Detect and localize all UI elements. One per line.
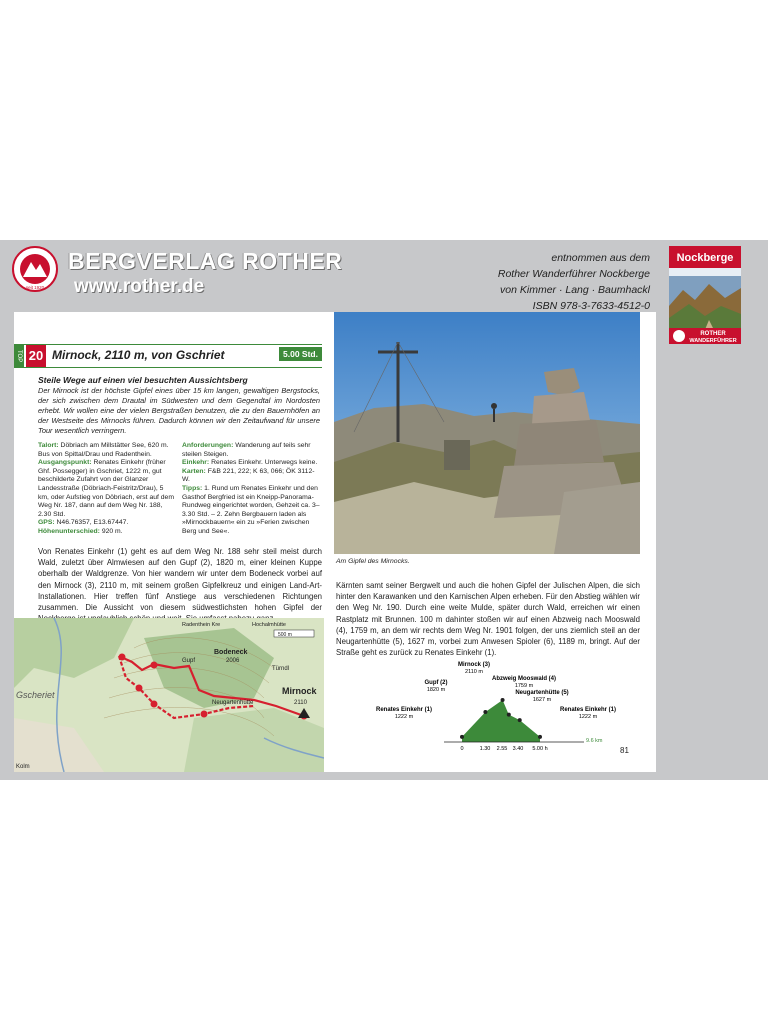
summit-photo — [334, 312, 640, 554]
map-label-gscheriet: Gscheriet — [16, 690, 55, 700]
profile-label-start: Renates Einkehr (1) — [375, 707, 433, 713]
cover-series: WANDERFÜHRER — [689, 338, 737, 344]
cover-title: Nockberge — [676, 252, 734, 264]
map-label-tuerndl: Türndl — [272, 666, 290, 672]
profile-time: 2.55 — [496, 746, 508, 752]
profile-label-mooswald: Abzweig Mooswald (4) — [491, 676, 557, 682]
source-line: ISBN 978-3-7633-4512-0 — [532, 300, 650, 312]
source-line: Rother Wanderführer Nockberge — [497, 268, 650, 280]
profile-point — [483, 710, 487, 714]
brand-url[interactable]: www.rother.de — [74, 276, 205, 297]
info-item: Ausgangspunkt: Renates Einkehr (früher Ghf. Possegger) in Gschriet, 1222 m, gut beschilderte Zufahrt von der Glanzer Landesstraße (Döbriach-Feistritz/Drau), 5 km, oder Aufstieg von Döbriach, erst auf dem Weg Nr. 187, dann auf dem Weg Nr. 188, 2.30 Std. — [38, 459, 175, 518]
info-column-left — [38, 442, 176, 537]
profile-time: 0 — [460, 746, 464, 752]
profile-distance: 9.6 km — [586, 738, 603, 744]
map-label-hochalm: Hochalmhütte — [252, 622, 286, 628]
body-text-left: Von Renates Einkehr (1) geht es auf dem Weg Nr. 188 sehr steil meist durch Wald, zuletzt über Almwiesen auf den Gupf (2), 1820 m, einer kleinen Kuppe oberhalb der Waldgrenze. Von hier wandern wir unter dem Bodeneck vorbei auf den Mirnock (3), 2110 m, mit seinem großen Gipfelkreuz und einigen Land-Art-Installationen. Hier treffen fünf Anstiege aus verschiedenen Richtungen zusammen. Die Aussicht von diesem südwestlichsten hohen Gipfel der — [38, 547, 322, 613]
tour-subtitle: Steile Wege auf einen viel besuchten Aussichtsberg — [38, 375, 248, 385]
profile-alt-end: 1222 m — [578, 714, 598, 720]
map-label-gupf: Gupf — [182, 658, 196, 664]
cover-art — [669, 246, 741, 344]
tour-number: 20 — [26, 345, 46, 367]
profile-label-mirnock: Mirnock (3) — [457, 662, 491, 668]
profile-point — [501, 698, 505, 702]
profile-time: 1.30 — [479, 746, 491, 752]
map-label-bodeneck: Bodeneck — [214, 649, 248, 656]
page-number: 81 — [620, 746, 629, 755]
map-label-mirnock: Mirnock — [282, 686, 317, 696]
info-item: GPS: N46.76357, E13.67447. — [38, 519, 129, 527]
badge-year: seit 1920 — [25, 285, 45, 290]
map-label-kolm: Kolm — [16, 764, 30, 770]
map-scale-label: 500 m — [278, 632, 292, 638]
profile-alt-neugartenhuette: 1627 m — [532, 697, 552, 703]
photo-caption: Am Gipfel des Mirnocks. — [336, 558, 410, 565]
brand-name: BERGVERLAG ROTHER — [68, 248, 343, 274]
profile-alt-gupf: 1820 m — [426, 687, 446, 693]
elevation-profile — [374, 660, 624, 772]
info-item: Karten: F&B 221, 222; K 63, 066; ÖK 3112-W. — [182, 467, 315, 484]
info-item: Talort: Döbriach am Millstätter See, 620 m. Bus von Spittal/Drau und Radenthein. — [38, 442, 169, 458]
body-text-right: Kärnten samt seiner Bergwelt und auch die hohen Gipfel der Julischen Alpen, die sich hinter den Karawanken und den Karnischen Alpen erheben. Für den Abstieg wählen wir den Weg Nr. 190. Durch eine weite Mulde, später durch Wald, erreichen wir einen Rastplatz mit Brunnen. 100 m dahinter stoßen wir auf einen Abzweig nach Mooswald (4), 1759 m, an dem wir rechts dem Weg Nr. 1901 folgen, der uns ziemlich steil an der Neugartenhütte (5), 1627 m, vorbei zum Anwesen Spioler (6), 1189 m, bringt. Auf der Straße geht es zurück zu Renates Einkehr (1). — [336, 581, 640, 658]
source-note — [498, 250, 650, 314]
profile-time: 5.00 h — [532, 746, 548, 752]
rother-logo-icon — [12, 246, 58, 292]
profile-point — [507, 713, 511, 717]
cover-publisher: ROTHER — [700, 331, 726, 337]
route-map — [14, 618, 324, 772]
profile-label-neugartenhuette: Neugartenhütte (5) — [515, 690, 569, 696]
source-line: von Kimmer · Lang · Baumhackl — [500, 284, 650, 296]
tour-header — [14, 344, 322, 368]
book-page — [14, 312, 656, 772]
profile-time: 3.40 — [512, 746, 524, 752]
info-item: Anforderungen: Wanderung auf teils sehr steilen Steigen. — [182, 442, 311, 458]
profile-alt-mooswald: 1759 m — [514, 683, 534, 689]
profile-point — [518, 718, 522, 722]
info-item: Höhenunterschied: 920 m. — [38, 527, 123, 535]
map-label-mirnock-alt: 2110 — [294, 700, 307, 706]
info-item: Tipps: 1. Rund um Renates Einkehr und den Gasthof Bergfried ist ein Kneipp-Panorama-Rundweg eingerichtet worden, Gehzeit ca. 3–3.30 Std. – 2. Zehn Bergbauern laden als »Mirnockbauern« ein zu »Ferien zwischen Berg und See«. — [182, 484, 320, 535]
book-cover[interactable] — [669, 246, 741, 344]
profile-alt-start: 1222 m — [394, 714, 414, 720]
info-column-right — [182, 442, 322, 537]
profile-label-end: Renates Einkehr (1) — [559, 707, 617, 713]
top-tag: TOP — [14, 345, 24, 367]
tour-intro: Der Mirnock ist der höchste Gipfel eines über 15 km langen, gewaltigen Bergstocks, der sich zwischen dem Drautal im Südwesten und dem Gegendtal im Nordosten erhebt. Wir wollen eine der vielen Bergstraßen benutzen, die zu den Bauernhöfen an der Westseite des Mirnocks führen. Dadurch können wir den Zeitaufwand für unsere Tour wesentlich verringern. — [38, 386, 320, 435]
map-label-radenthein: Radenthein Kre — [182, 622, 221, 628]
profile-point — [538, 735, 542, 739]
source-line: entnommen aus dem — [551, 252, 650, 264]
profile-chart — [444, 698, 584, 742]
profile-label-gupf: Gupf (2) — [424, 680, 448, 686]
info-item: Einkehr: Renates Einkehr. Unterwegs keine. — [182, 459, 318, 467]
map-label-bodeneck-alt: 2006 — [226, 658, 240, 664]
duration-badge: 5.00 Std. — [279, 347, 322, 361]
profile-area — [462, 700, 540, 742]
profile-point — [460, 735, 464, 739]
tour-title: Mirnock, 2110 m, von Gschriet — [52, 348, 225, 362]
map-label-neugartenhuette: Neugartenhütte — [212, 700, 254, 706]
profile-alt-mirnock: 2110 m — [465, 669, 483, 675]
